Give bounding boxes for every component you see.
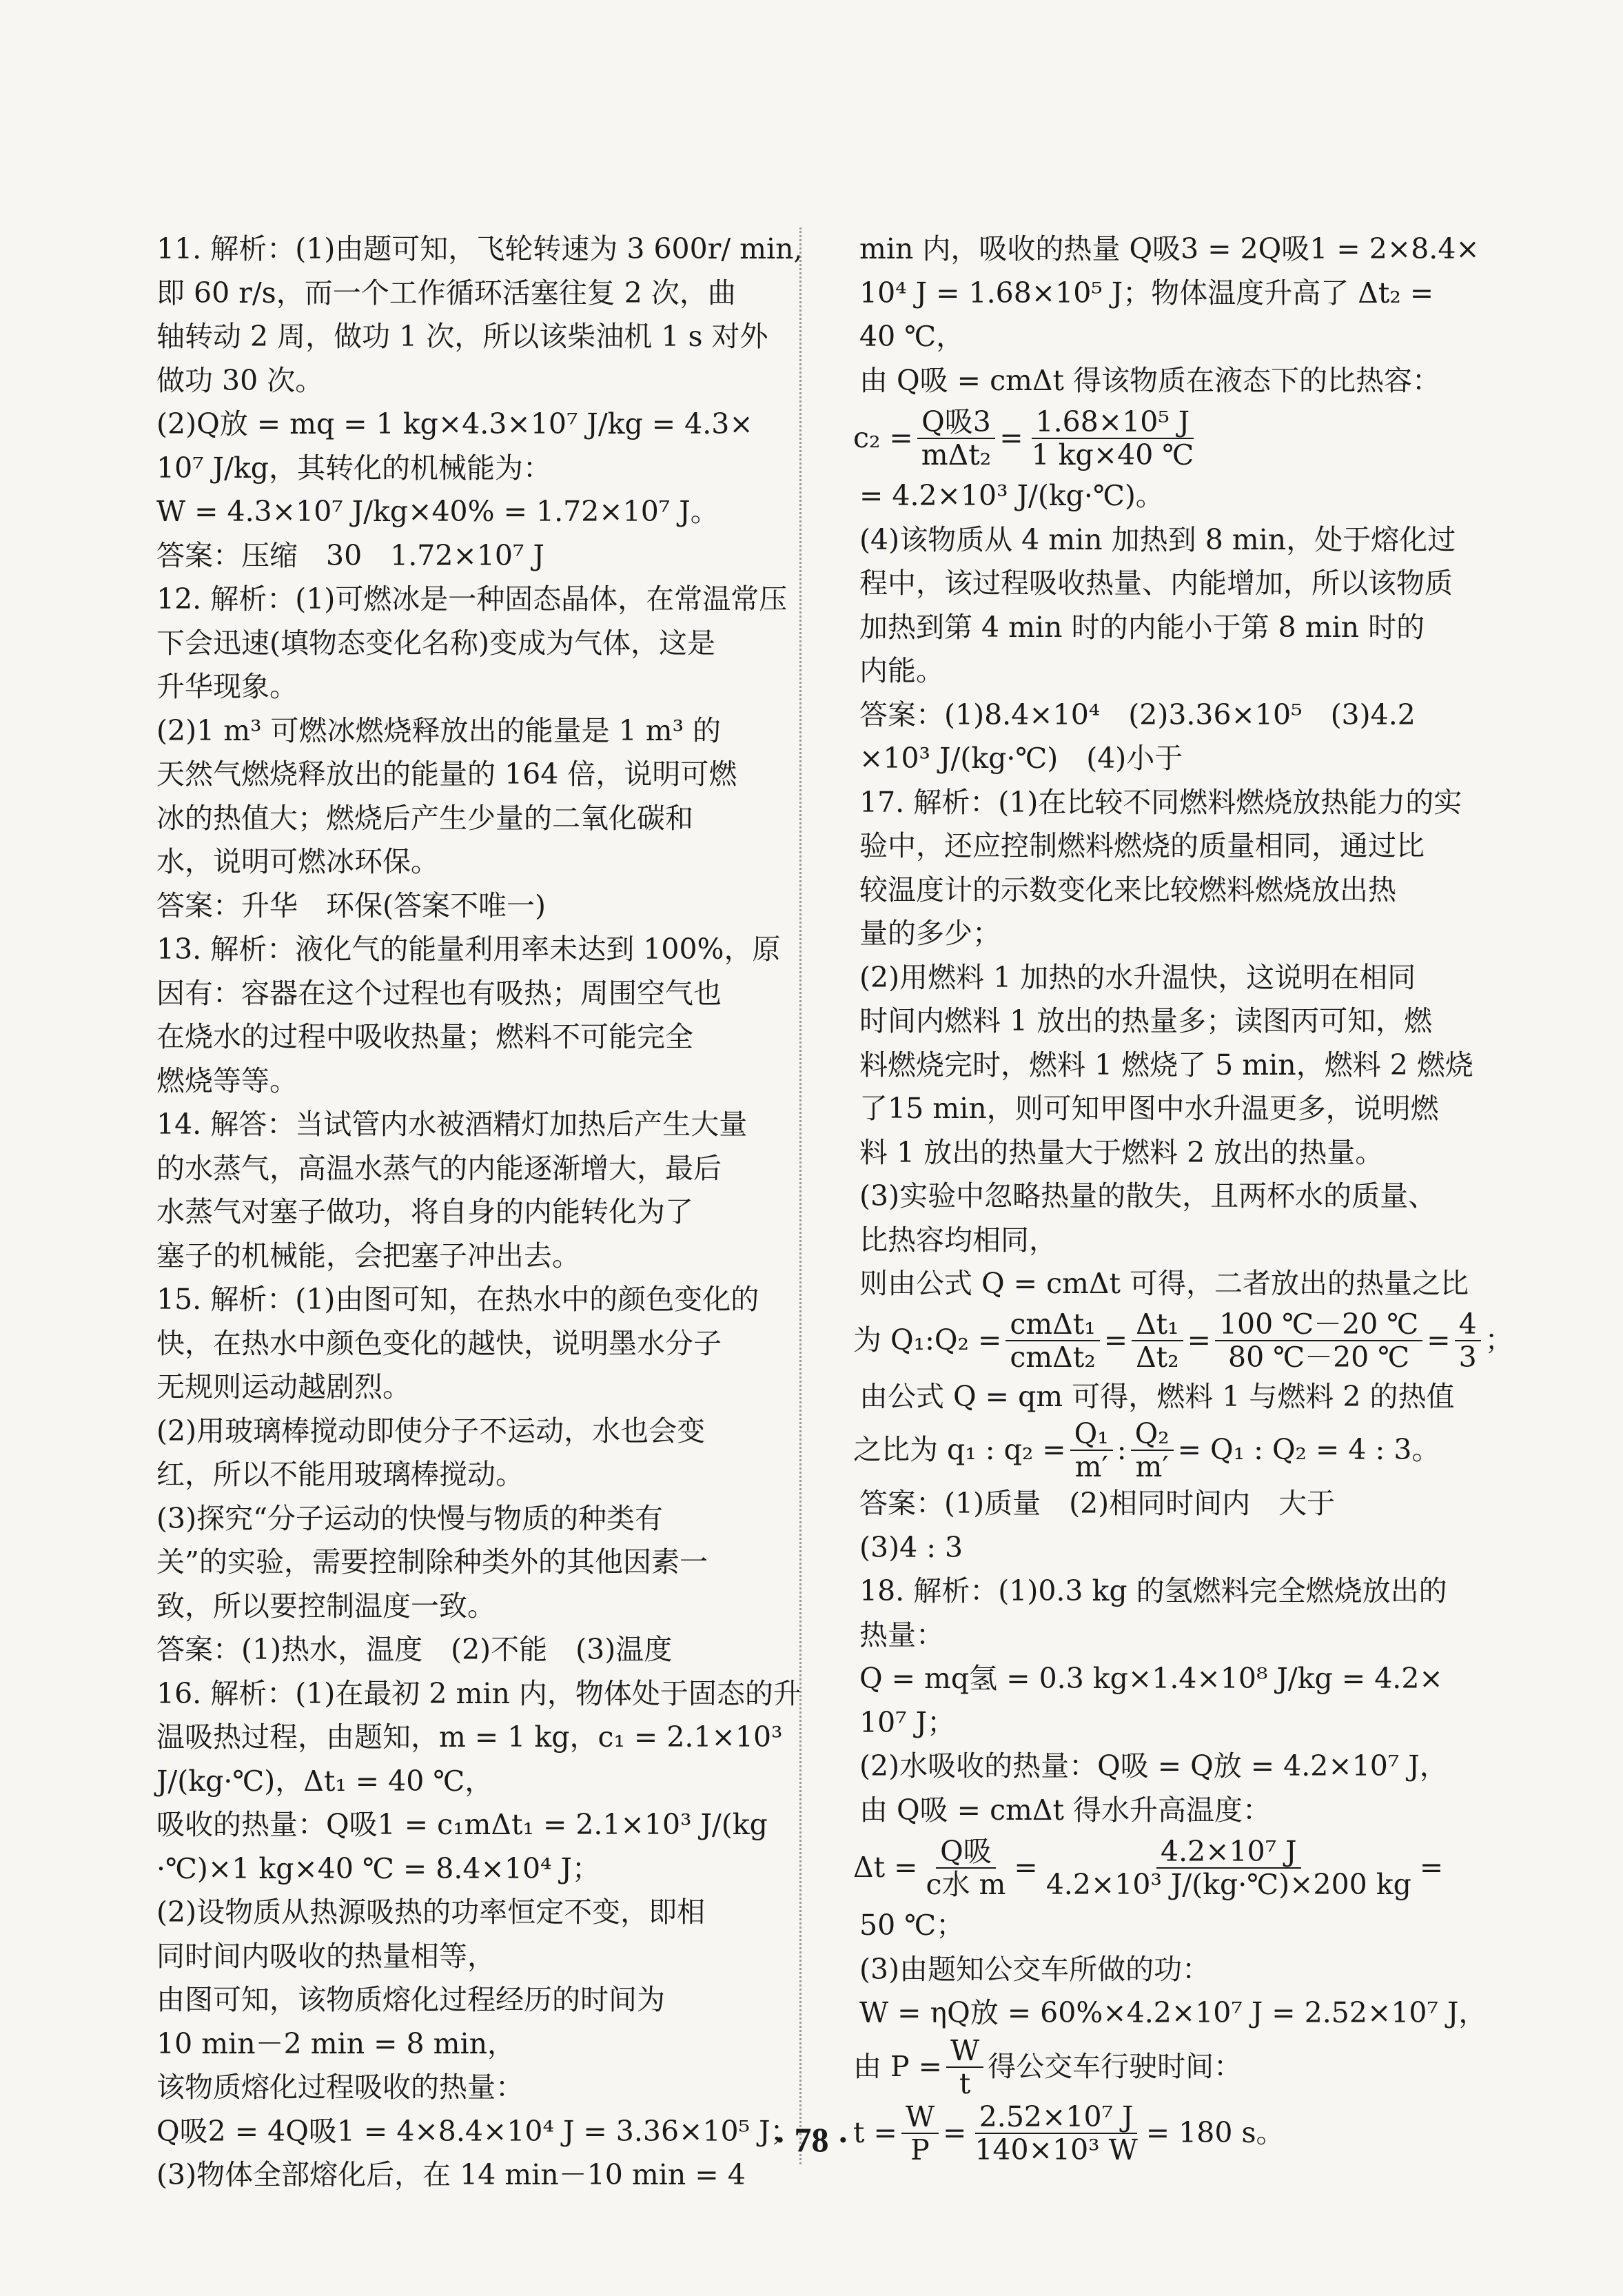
question-q14	[150, 1103, 750, 1278]
q17-answer	[853, 1482, 1460, 1569]
text-line: 答案：(1)8.4×10⁴ (2)3.36×10⁵ (3)4.2	[859, 698, 1416, 731]
text-line: 水蒸气对塞子做功，将自身的内能转化为了	[156, 1195, 693, 1228]
text-line: 冰的热值大；燃烧后产生少量的二氧化碳和	[156, 801, 693, 835]
text-line: 11. 解析：(1)由题可知，飞轮转速为 3 600r/ min,	[156, 232, 803, 265]
fraction: $\frac{W}{t}$	[946, 2035, 983, 2100]
fraction: $\frac{\text{Δt₁}}{\text{Δt₂}}$	[1132, 1308, 1183, 1373]
fraction: $\frac{\text{Q吸}}{\text{c水 m}}$	[926, 1835, 1006, 1901]
text-line: 的水蒸气，高温水蒸气的内能逐渐增大，最后	[156, 1151, 722, 1185]
c2-formula: c₂ = $\frac{\text{Q吸3}}{\text{mΔt₂}}$ = $\frac{\text{1.68×10⁵ J}}{1 kg\times 40 ℃}$	[853, 403, 1460, 474]
text-line: 18. 解析：(1)0.3 kg 的氢燃料完全燃烧放出的	[859, 1574, 1447, 1607]
p-formula: 由 P = $\frac{W}{t}$ 得公交车行驶时间：	[853, 2033, 1243, 2100]
text-line: 了15 min，则可知甲图中水升温更多，说明燃	[859, 1092, 1439, 1125]
text-line: J/(kg·℃)，Δt₁ = 40 ℃，	[156, 1764, 493, 1798]
fraction: $\frac{100 ℃-20 ℃}{80 ℃-20 ℃}$	[1215, 1308, 1422, 1373]
question-q11	[150, 227, 803, 578]
fraction: $\frac{\text{4.2×10⁷ J}}{\text{4.2×10³ J/(kg·℃)×200 kg}}$	[1045, 1835, 1411, 1901]
text-line: 50 ℃；	[859, 1909, 965, 1942]
text-line: (2)设物质从热源吸热的功率恒定不变，即相	[156, 1896, 706, 1929]
text-line: (2)水吸收的热量：Q吸 = Q放 = 4.2×10⁷ J，	[859, 1749, 1448, 1782]
text-line: (2)用燃料 1 加热的水升温快，这说明在相同	[859, 960, 1416, 994]
fraction: $\frac{\text{2.52×10⁷ J}}{\text{140×10³ W}}$	[974, 2100, 1138, 2166]
text-line: 吸收的热量：Q吸1 = c₁mΔt₁ = 2.1×10³ J/(kg	[156, 1808, 768, 1841]
text-line: (3)实验中忽略热量的散失，且两杯水的质量、	[859, 1179, 1437, 1212]
text-line: 内能。	[859, 654, 944, 687]
text-line: 40 ℃，	[859, 320, 965, 353]
text-line: 10 min－2 min = 8 min，	[156, 2026, 516, 2060]
text-line: 时间内燃料 1 放出的热量多；读图丙可知，燃	[859, 1004, 1433, 1037]
text-line: 轴转动 2 周，做功 1 次，所以该柴油机 1 s 对外	[156, 320, 768, 353]
dt-formula: Δt = $\frac{\text{Q吸}}{\text{c水 m}}$ = $\frac{\text{4.2×10⁷ J}}{\text{4.2×10³ J/(kg·℃)×200 kg}}$ =	[853, 1835, 1444, 1901]
text-line: (3)物体全部熔化后，在 14 min－10 min = 4	[156, 2158, 746, 2191]
fraction: $\frac{\text{Q₂}}{m'}$	[1131, 1418, 1174, 1483]
text-line: 则由公式 Q = cmΔt 可得，二者放出的热量之比	[859, 1267, 1469, 1300]
text-line: 加热到第 4 min 时的内能小于第 8 min 时的	[859, 610, 1425, 644]
text-line: 致，所以要控制温度一致。	[156, 1589, 496, 1623]
text-line: Q = mq氢 = 0.3 kg×1.4×10⁸ J/kg = 4.2×	[859, 1662, 1443, 1695]
text-line: 答案：压缩 30 1.72×10⁷ J	[156, 538, 544, 572]
text-line: 热量：	[859, 1618, 944, 1652]
t-formula: t = $\frac{W}{P}$ = $\frac{\text{2.52×10⁷ J}}{\text{140×10³ W}}$ = 180 s。	[853, 2100, 1285, 2166]
text-line: 料 1 放出的热量大于燃料 2 放出的热量。	[859, 1135, 1384, 1169]
question-q16	[150, 1672, 802, 2197]
q16-continued	[853, 227, 1480, 403]
text-line: 17. 解析：(1)在比较不同燃料燃烧放热能力的实	[859, 785, 1462, 819]
text-line: 10⁷ J；	[859, 1705, 956, 1739]
text-line: 10⁴ J = 1.68×10⁵ J；物体温度升高了 Δt₂ =	[859, 276, 1434, 309]
text-line: 由 Q吸 = cmΔt 得该物质在液态下的比热容：	[859, 363, 1441, 397]
text-line: ·℃)×1 kg×40 ℃ = 8.4×10⁴ J；	[156, 1851, 600, 1885]
text-line: (2)用玻璃棒搅动即使分子不运动，水也会变	[156, 1414, 706, 1447]
text-line: (3)4 : 3	[859, 1530, 963, 1564]
text-line: 由图可知，该物质熔化过程经历的时间为	[156, 1983, 665, 2016]
question-q13	[150, 928, 781, 1103]
fraction: $\frac{W}{P}$	[901, 2101, 939, 2166]
q18-text	[853, 1569, 1460, 1832]
text-line: 程中，该过程吸收热量、内能增加，所以该物质	[859, 567, 1453, 600]
text-line: 燃烧等等。	[156, 1064, 298, 1097]
q17-text	[853, 781, 1473, 1306]
text-line: W = 4.3×10⁷ J/kg×40% = 1.72×10⁷ J。	[156, 495, 719, 528]
q16-answer	[853, 474, 1460, 781]
text-line: 在烧水的过程中吸收热量；燃料不可能完全	[156, 1020, 693, 1053]
text-line: 关”的实验，需要控制除种类外的其他因素一	[156, 1545, 708, 1578]
text-line: 10⁷ J/kg，其转化的机械能为：	[156, 451, 551, 485]
text-line: 同时间内吸收的热量相等，	[156, 1939, 496, 1973]
ratio-formula: 为 Q₁:Q₂ = $\frac{\text{cmΔt₁}}{\text{cmΔt₂}}$ = $\frac{\text{Δt₁}}{\text{Δt₂}}$ = $\frac{100 ℃-20 ℃}{80 ℃-20 ℃}$ = $\frac{4}{3}$ ；	[853, 1307, 1513, 1374]
text-line: 做功 30 次。	[156, 363, 324, 397]
text-line: 13. 解析：液化气的能量利用率未达到 100%，原	[156, 933, 781, 966]
text-line: 天然气燃烧释放出的能量的 164 倍，说明可燃	[156, 758, 737, 791]
text-line: 12. 解析：(1)可燃冰是一种固态晶体，在常温常压	[156, 582, 788, 616]
text-line: (2)1 m³ 可燃冰燃烧释放出的能量是 1 m³ 的	[156, 713, 722, 747]
text-line: 升华现象。	[156, 670, 298, 703]
fraction: $\frac{4}{3}$	[1455, 1308, 1481, 1373]
text-line: 该物质熔化过程吸收的热量：	[156, 2071, 524, 2104]
text-line: 验中，还应控制燃料燃烧的质量相同，通过比	[859, 829, 1425, 862]
text-line: 比热容均相同，	[859, 1223, 1057, 1257]
text-line: = 4.2×10³ J/(kg·℃)。	[859, 479, 1164, 512]
column-divider	[799, 227, 802, 2164]
text-line: 由 Q吸 = cmΔt 得水升高温度：	[859, 1793, 1272, 1827]
fraction: $\frac{\text{Q₁}}{m'}$	[1070, 1418, 1113, 1483]
page-number: · 78 ·	[774, 2120, 849, 2159]
question-q15	[150, 1278, 759, 1672]
text-line: 14. 解答：当试管内水被酒精灯加热后产生大量	[156, 1108, 748, 1141]
text-line: 答案：升华 环保(答案不唯一)	[156, 888, 546, 922]
q-ratio-formula: 之比为 q₁ : q₂ = $\frac{\text{Q₁}}{m'}$ : $\frac{\text{Q₂}}{m'}$ = Q₁ : Q₂ = 4 : 3。	[853, 1417, 1440, 1483]
text-line: 较温度计的示数变化来比较燃料燃烧放出热	[859, 873, 1396, 906]
text-line: (3)由题知公交车所做的功：	[859, 1952, 1211, 1986]
text-line: 因有：容器在这个过程也有吸热；周围空气也	[156, 976, 722, 1010]
question-q12	[150, 578, 788, 928]
text-line: 塞子的机械能，会把塞子冲出去。	[156, 1239, 580, 1272]
text-line: 16. 解析：(1)在最初 2 min 内，物体处于固态的升	[156, 1676, 802, 1710]
q18-work	[853, 1904, 1487, 2035]
text-line: W = ηQ放 = 60%×4.2×10⁷ J = 2.52×10⁷ J，	[859, 1996, 1487, 2029]
text-line: 15. 解析：(1)由图可知，在热水中的颜色变化的	[156, 1283, 759, 1316]
text-line: 答案：(1)质量 (2)相同时间内 大于	[859, 1487, 1336, 1520]
text-line: Q吸2 = 4Q吸1 = 4×8.4×10⁴ J = 3.36×10⁵ J；	[156, 2114, 799, 2148]
text-line: ×10³ J/(kg·℃) (4)小于	[859, 742, 1183, 775]
text-line: 料燃烧完时，燃料 1 燃烧了 5 min，燃料 2 燃烧	[859, 1048, 1473, 1081]
text-line: 量的多少；	[859, 917, 1001, 950]
text-line: 答案：(1)热水，温度 (2)不能 (3)温度	[156, 1633, 673, 1666]
fraction: $\frac{\text{1.68×10⁵ J}}{1 kg\times 40 ℃}$	[1031, 405, 1194, 471]
right-column	[853, 227, 1513, 2168]
fraction: $\frac{\text{cmΔt₁}}{\text{cmΔt₂}}$	[1006, 1308, 1099, 1373]
text-line: 无规则运动越剧烈。	[156, 1370, 411, 1403]
text-line: (3)探究“分子运动的快慢与物质的种类有	[156, 1501, 664, 1535]
text-line: min 内，吸收的热量 Q吸3 = 2Q吸1 = 2×8.4×	[859, 232, 1480, 265]
text-line: 温吸热过程，由题知，m = 1 kg，c₁ = 2.1×10³	[156, 1720, 783, 1754]
text-line: 水，说明可燃冰环保。	[156, 845, 439, 878]
text-line: 下会迅速(填物态变化名称)变成为气体，这是	[156, 626, 715, 660]
fraction: $\frac{\text{Q吸3}}{\text{mΔt₂}}$	[917, 406, 995, 471]
left-column	[150, 227, 803, 2197]
text-line: 即 60 r/s，而一个工作循环活塞往复 2 次，曲	[156, 276, 736, 309]
text-line: 快，在热水中颜色变化的越快，说明墨水分子	[156, 1326, 722, 1360]
text-line: (4)该物质从 4 min 加热到 8 min，处于熔化过	[859, 522, 1456, 556]
text-line: (2)Q放 = mq = 1 kg×4.3×10⁷ J/kg = 4.3×	[156, 407, 753, 440]
text-line: 由公式 Q = qm 可得，燃料 1 与燃料 2 的热值	[859, 1379, 1455, 1413]
text-line: 红，所以不能用玻璃棒搅动。	[156, 1458, 524, 1491]
